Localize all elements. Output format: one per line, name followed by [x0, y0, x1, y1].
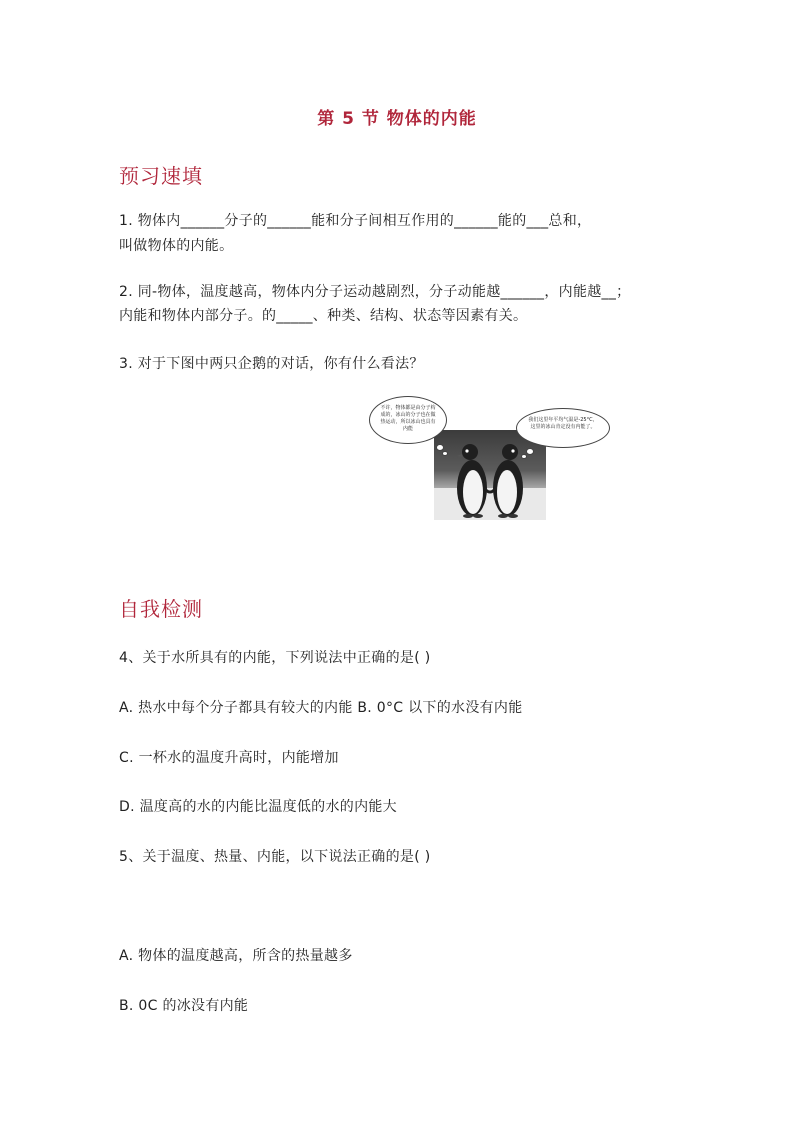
right-bubble-tail [526, 448, 534, 455]
question-2-line-2: 内能和物体内部分子。的_____、种类、结构、状态等因素有关。 [119, 308, 528, 324]
question-4-options-a-b: A. 热水中每个分子都具有较大的内能 B. 0°C 以下的水没有内能 [119, 700, 523, 716]
question-1-line-2: 叫做物体的内能。 [119, 238, 234, 254]
section-heading-preview: 预习速填 [119, 164, 203, 188]
left-speech-bubble: 不许，物体都是由分子构成的，冰山的分子也在做热运动，所以冰山也具有内能 [369, 396, 447, 444]
question-4-option-c: C. 一杯水的温度升高时，内能增加 [119, 750, 339, 766]
right-bubble-tail-small [521, 454, 527, 459]
question-1-line-1: 1. 物体内______分子的______能和分子间相互作用的______能的___总和， [119, 213, 592, 229]
question-5-option-b: B. 0C 的冰没有内能 [119, 998, 249, 1014]
question-3: 3. 对于下图中两只企鹅的对话，你有什么看法？ [119, 356, 424, 372]
section-heading-self-check: 自我检测 [119, 597, 203, 621]
left-bubble-tail-small [442, 451, 448, 456]
penguin-figure [366, 396, 616, 524]
penguin-photo [434, 430, 546, 520]
right-speech-bubble: 我们这里年平均气温是-25°C，这里的冰山肯定没有内能了。 [516, 408, 610, 448]
page-title: 第 5 节 物体的内能 [317, 109, 477, 129]
left-bubble-tail [436, 444, 444, 451]
penguins-illustration [434, 430, 546, 520]
question-5-option-a: A. 物体的温度越高，所含的热量越多 [119, 948, 353, 964]
question-5: 5、关于温度、热量、内能，以下说法正确的是( ) [119, 849, 431, 865]
question-2-line-1: 2. 同-物体，温度越高，物体内分子运动越剧烈，分子动能越______，内能越__； [119, 284, 631, 300]
question-4-option-d: D. 温度高的水的内能比温度低的水的内能大 [119, 799, 397, 815]
question-4: 4、关于水所具有的内能，下列说法中正确的是( ) [119, 650, 431, 666]
